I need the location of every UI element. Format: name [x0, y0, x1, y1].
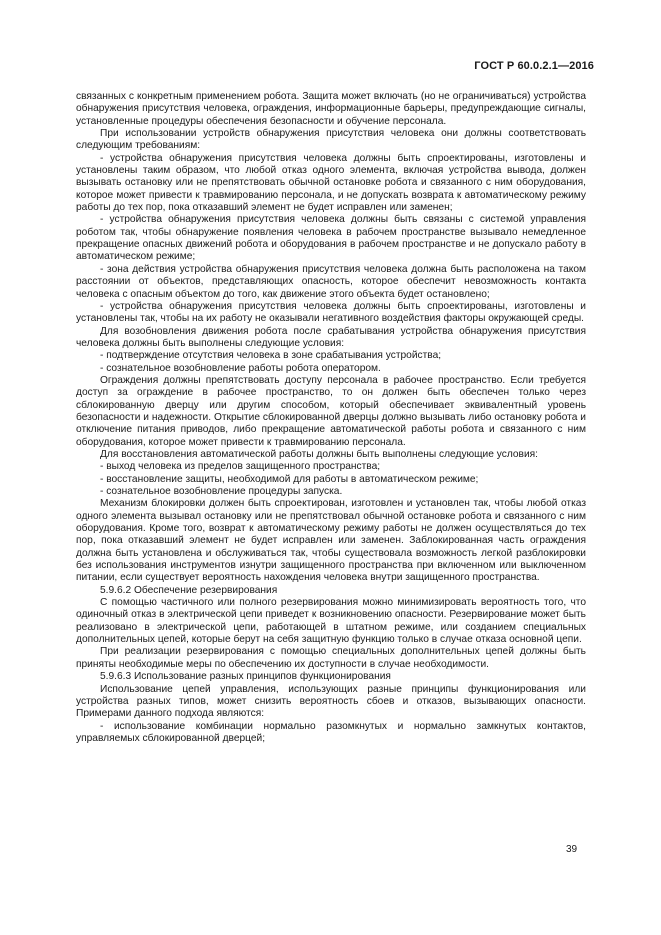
list-item: - выход человека из пределов защищенного пространства;	[100, 461, 381, 473]
section-heading: 5.9.6.3 Использование разных принципов функционирования	[100, 671, 391, 683]
paragraph: С помощью частичного или полного резервирования можно минимизировать вероятность того, что одиночный отказ в электрической цепи приведет к возникновению опасности. Резервирование может быть реализовано в электрической цепи, работающей в штатном режиме, или созданием специальных дополнительных цепей, которые берут на себя защитную функцию только в случае отказа основной цепи.	[76, 597, 586, 646]
list-item: - устройства обнаружения присутствия человека должны быть связаны с системой управления роботом так, чтобы обнаружение появления человека в рабочем пространстве вызывало немедленное прекращение опасных движений робота и оборудования в рабочем пространстве и не допускало работу в автоматическом режиме;	[76, 214, 586, 263]
list-item: - устройства обнаружения присутствия человека должны быть спроектированы, изготовлены и установлены так, чтобы на их работу не оказывали негативного воздействия факторы окружающей среды.	[76, 300, 586, 325]
page-number: 39	[566, 844, 578, 855]
list-item: - устройства обнаружения присутствия человека должны быть спроектированы, изготовлены и установлены таким образом, что любой отказ одного элемента, включая устройства вывода, должен вызывать остановку или не препятствовать обычной остановке робота и связанного с ним оборудования, которое может привести к травмированию персонала, и не допускать возврата к автоматическому режиму работы до тех пор, пока отказавший элемент не будет исправлен или заменен;	[76, 152, 586, 214]
section-heading: 5.9.6.2 Обеспечение резервирования	[100, 584, 278, 596]
list-item: - восстановление защиты, необходимой для работы в автоматическом режиме;	[100, 473, 479, 485]
document-header: ГОСТ Р 60.0.2.1—2016	[474, 60, 594, 72]
list-item: - зона действия устройства обнаружения присутствия человека должна быть расположена на таком расстоянии от объектов, представляющих опасность, которое обеспечит невозможность контакта человека с опасным объектом до того, как движение этого объекта будет остановлено;	[76, 263, 586, 300]
list-item: - сознательное возобновление процедуры запуска.	[100, 486, 343, 497]
paragraph: Ограждения должны препятствовать доступу персонала в рабочее пространство. Если требуется доступ за ограждение в рабочее пространство, то он должен быть обеспечен только через сблокированную дверцу или другим способом, который обеспечивает эквивалентный уровень безопасности и надежности. Открытие сблокированной дверцы должно вызывать либо остановку робота и отключение питания приводов, либо прекращение автоматической работы робота и связанного с ним оборудования, которое может привести к травмированию персонала.	[76, 374, 586, 448]
paragraph: Механизм блокировки должен быть спроектирован, изготовлен и установлен так, чтобы любой отказ одного элемента вызывал остановку или не препятствовал обычной остановке робота и связанного с ним оборудования. Кроме того, возврат к автоматическому режиму работы не должен осуществляться до тех пор, пока отказавший элемент не будет исправлен или заменен. Заблокированная часть ограждения должна быть установлена и обслуживаться так, чтобы существовала возможность легкой разблокировки без использования инструментов изнутри защищенного пространства при включенном или выключенном питании, если существует вероятность нахождения человека внутри защищенного пространства.	[76, 498, 586, 584]
paragraph: При использовании устройств обнаружения присутствия человека они должны соответствовать следующим требованиям:	[76, 128, 586, 152]
paragraph: Для восстановления автоматической работы должны быть выполнены следующие условия:	[100, 448, 538, 460]
paragraph: При реализации резервирования с помощью специальных дополнительных цепей должны быть приняты необходимые меры по обеспечению их доступности в случае необходимости.	[76, 646, 586, 670]
paragraph: Использование цепей управления, использующих разные принципы функционирования или устройства разных типов, может снизить вероятность сбоев и отказов, вызывающих опасности. Примерами данного подхода являются:	[76, 683, 586, 720]
list-item: - использование комбинации нормально разомкнутых и нормально замкнутых контактов, управляемых сблокированной дверцей;	[76, 720, 586, 744]
list-item: - подтверждение отсутствия человека в зоне срабатывания устройства;	[100, 350, 442, 362]
list-item: - сознательное возобновление работы робота оператором.	[100, 362, 381, 374]
paragraph: Для возобновления движения робота после срабатывания устройства обнаружения присутствия человека должны быть выполнены следующие условия:	[76, 325, 586, 349]
document-body	[76, 91, 586, 745]
paragraph: связанных с конкретным применением робота. Защита может включать (но не ограничиваться) устройства обнаружения присутствия человека, ограждения, информационные барьеры, предупреждающие сигналы, установленные процедуры обеспечения безопасности и обучение персонала.	[76, 91, 586, 127]
